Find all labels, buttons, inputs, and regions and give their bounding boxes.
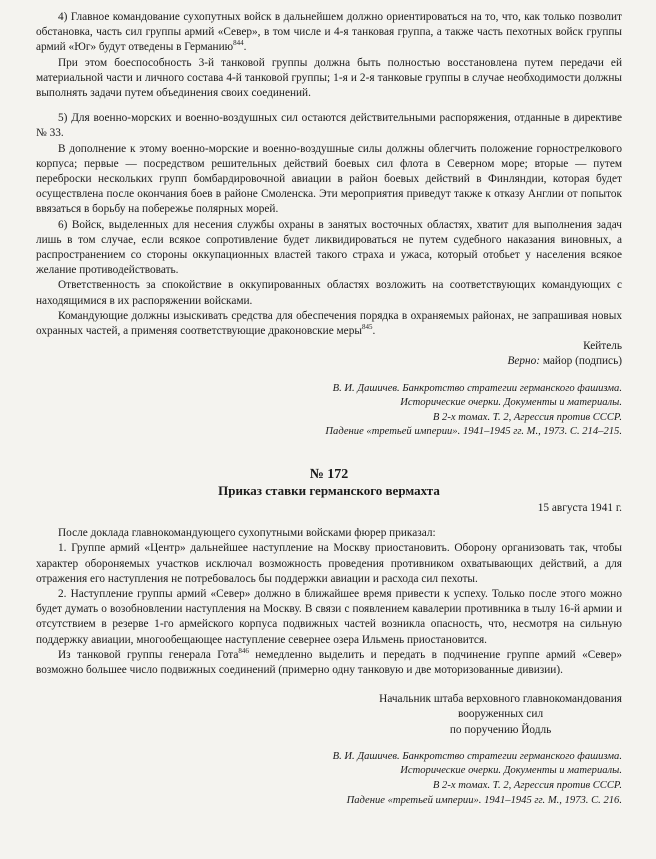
paragraph: В дополнение к этому военно-морские и военно-воздушные силы должны облегчить положение горнострелкового корпуса; первые — посредством решительных действий боевых сил флота в Северном море; вторые — путем переброски нескольких групп бомбардировочной авиации в район боевых действий в Финляндии, которая будет осуществлена после окончания боев в районе Смоленска. Эти мероприятия приведут также к отказу Англии от попыток ввязаться в борьбу на побережье полярных морей. [36, 142, 622, 216]
paragraph: Ответственность за спокойствие в оккупированных областях возложить на соответствующих командующих с находящимися в их распоряжении войсками. [36, 279, 622, 307]
paragraph: 5) Для военно-морских и военно-воздушных сил остаются действительными распоряжения, отданные в директиве № 33. [36, 112, 622, 140]
paragraph: Из танковой группы генерала Гота$^{846}$ немедленно выделить и передать в подчинение группе армий «Север» возможно большее число подвижных соединений (примерно одну танковую и две моторизованные дивизии). [36, 647, 622, 677]
source-citation: В. И. Дашичев. Банкротство стратегии германского фашизма. Исторические очерки. Документы и материалы. В 2-х томах. Т. 2, Агрессия против СССР. Падение «третьей империи». 1941–1945 гг. М., 1973. С. 216. [332, 750, 622, 806]
paragraph: При этом боеспособность 3-й танковой группы должна быть полностью восстановлена путем передачи ей материальной части и личного состава 4-й танковой группы; 1-я и 2-я танковые группы в случае необходимости должны выполнять задачи путем объединения своих соединений. [36, 56, 622, 100]
document-number: № 172 [309, 467, 349, 483]
paragraph: 2. Наступление группы армий «Север» должно в ближайшее время привести к успеху. Только после этого можно будет думать о возобновлении наступления на Москву. В связи с появлением кавалерии противника в тылу 16-й армии и отсутствием в резерве 1-го армейского корпуса подвижных частей возникла опасность, что, несмотря на сильную поддержку авиации, многообещающее наступление севернее озера Ильмень приостановится. [36, 588, 622, 646]
source-citation: В. И. Дашичев. Банкротство стратегии германского фашизма. Исторические очерки. Документы и материалы. В 2-х томах. Т. 2, Агрессия против СССР. Падение «третьей империи». 1941–1945 гг. М., 1973. С. 214–215. [325, 382, 622, 438]
signature-block: Начальник штаба верховного главнокомандования вооруженных сил по поручению Йодль [379, 693, 622, 736]
paragraph: 1. Группе армий «Центр» дальнейшее наступление на Москву приостановить. Оборону организовать так, чтобы характер обороняемых участков исключал возможность проведения противником охватывающих действий, а для отражения его наступления не потребовалось бы поддержки авиации и расхода сил пехоты. [36, 542, 622, 585]
footnote-ref: 845 [361, 323, 373, 332]
verification-line: Верно: майор (подпись) [507, 355, 622, 368]
paragraph: После доклада главнокомандующего сухопутными войсками фюрер приказал: [58, 527, 436, 540]
footnote-ref: 846 [238, 647, 249, 656]
paragraph: 6) Войск, выделенных для несения службы охраны в занятых восточных областях, хватит для выполнения задач лишь в том случае, если всякое сопротивление будет ликвидироваться не путем судебного наказания виновных, а распространением со стороны оккупационных властей такого страха и ужаса, который отобьет у населения всякое желание противодействовать. [36, 218, 622, 277]
paragraph: Командующие должны изыскивать средства для обеспечения порядка в охраняемых районах, не запрашивая новых охранных частей, а применяя соответствующие драконовские меры$^{845}$. [36, 309, 622, 338]
document-title: Приказ ставки германского вермахта [218, 483, 440, 499]
signer-name: Кейтель [583, 340, 622, 353]
document-date: 15 августа 1941 г. [537, 502, 622, 515]
footnote-ref: 844 [233, 39, 244, 48]
paragraph: 4) Главное командование сухопутных войск в дальнейшем должно ориентироваться на то, что, как только позволит обстановка, часть сил группы армий «Север», в том числе и 4-я танковая группа, а также часть пехотных войск группы армий «Юг» будут отведены в Германию$^{844}$. [36, 11, 622, 54]
